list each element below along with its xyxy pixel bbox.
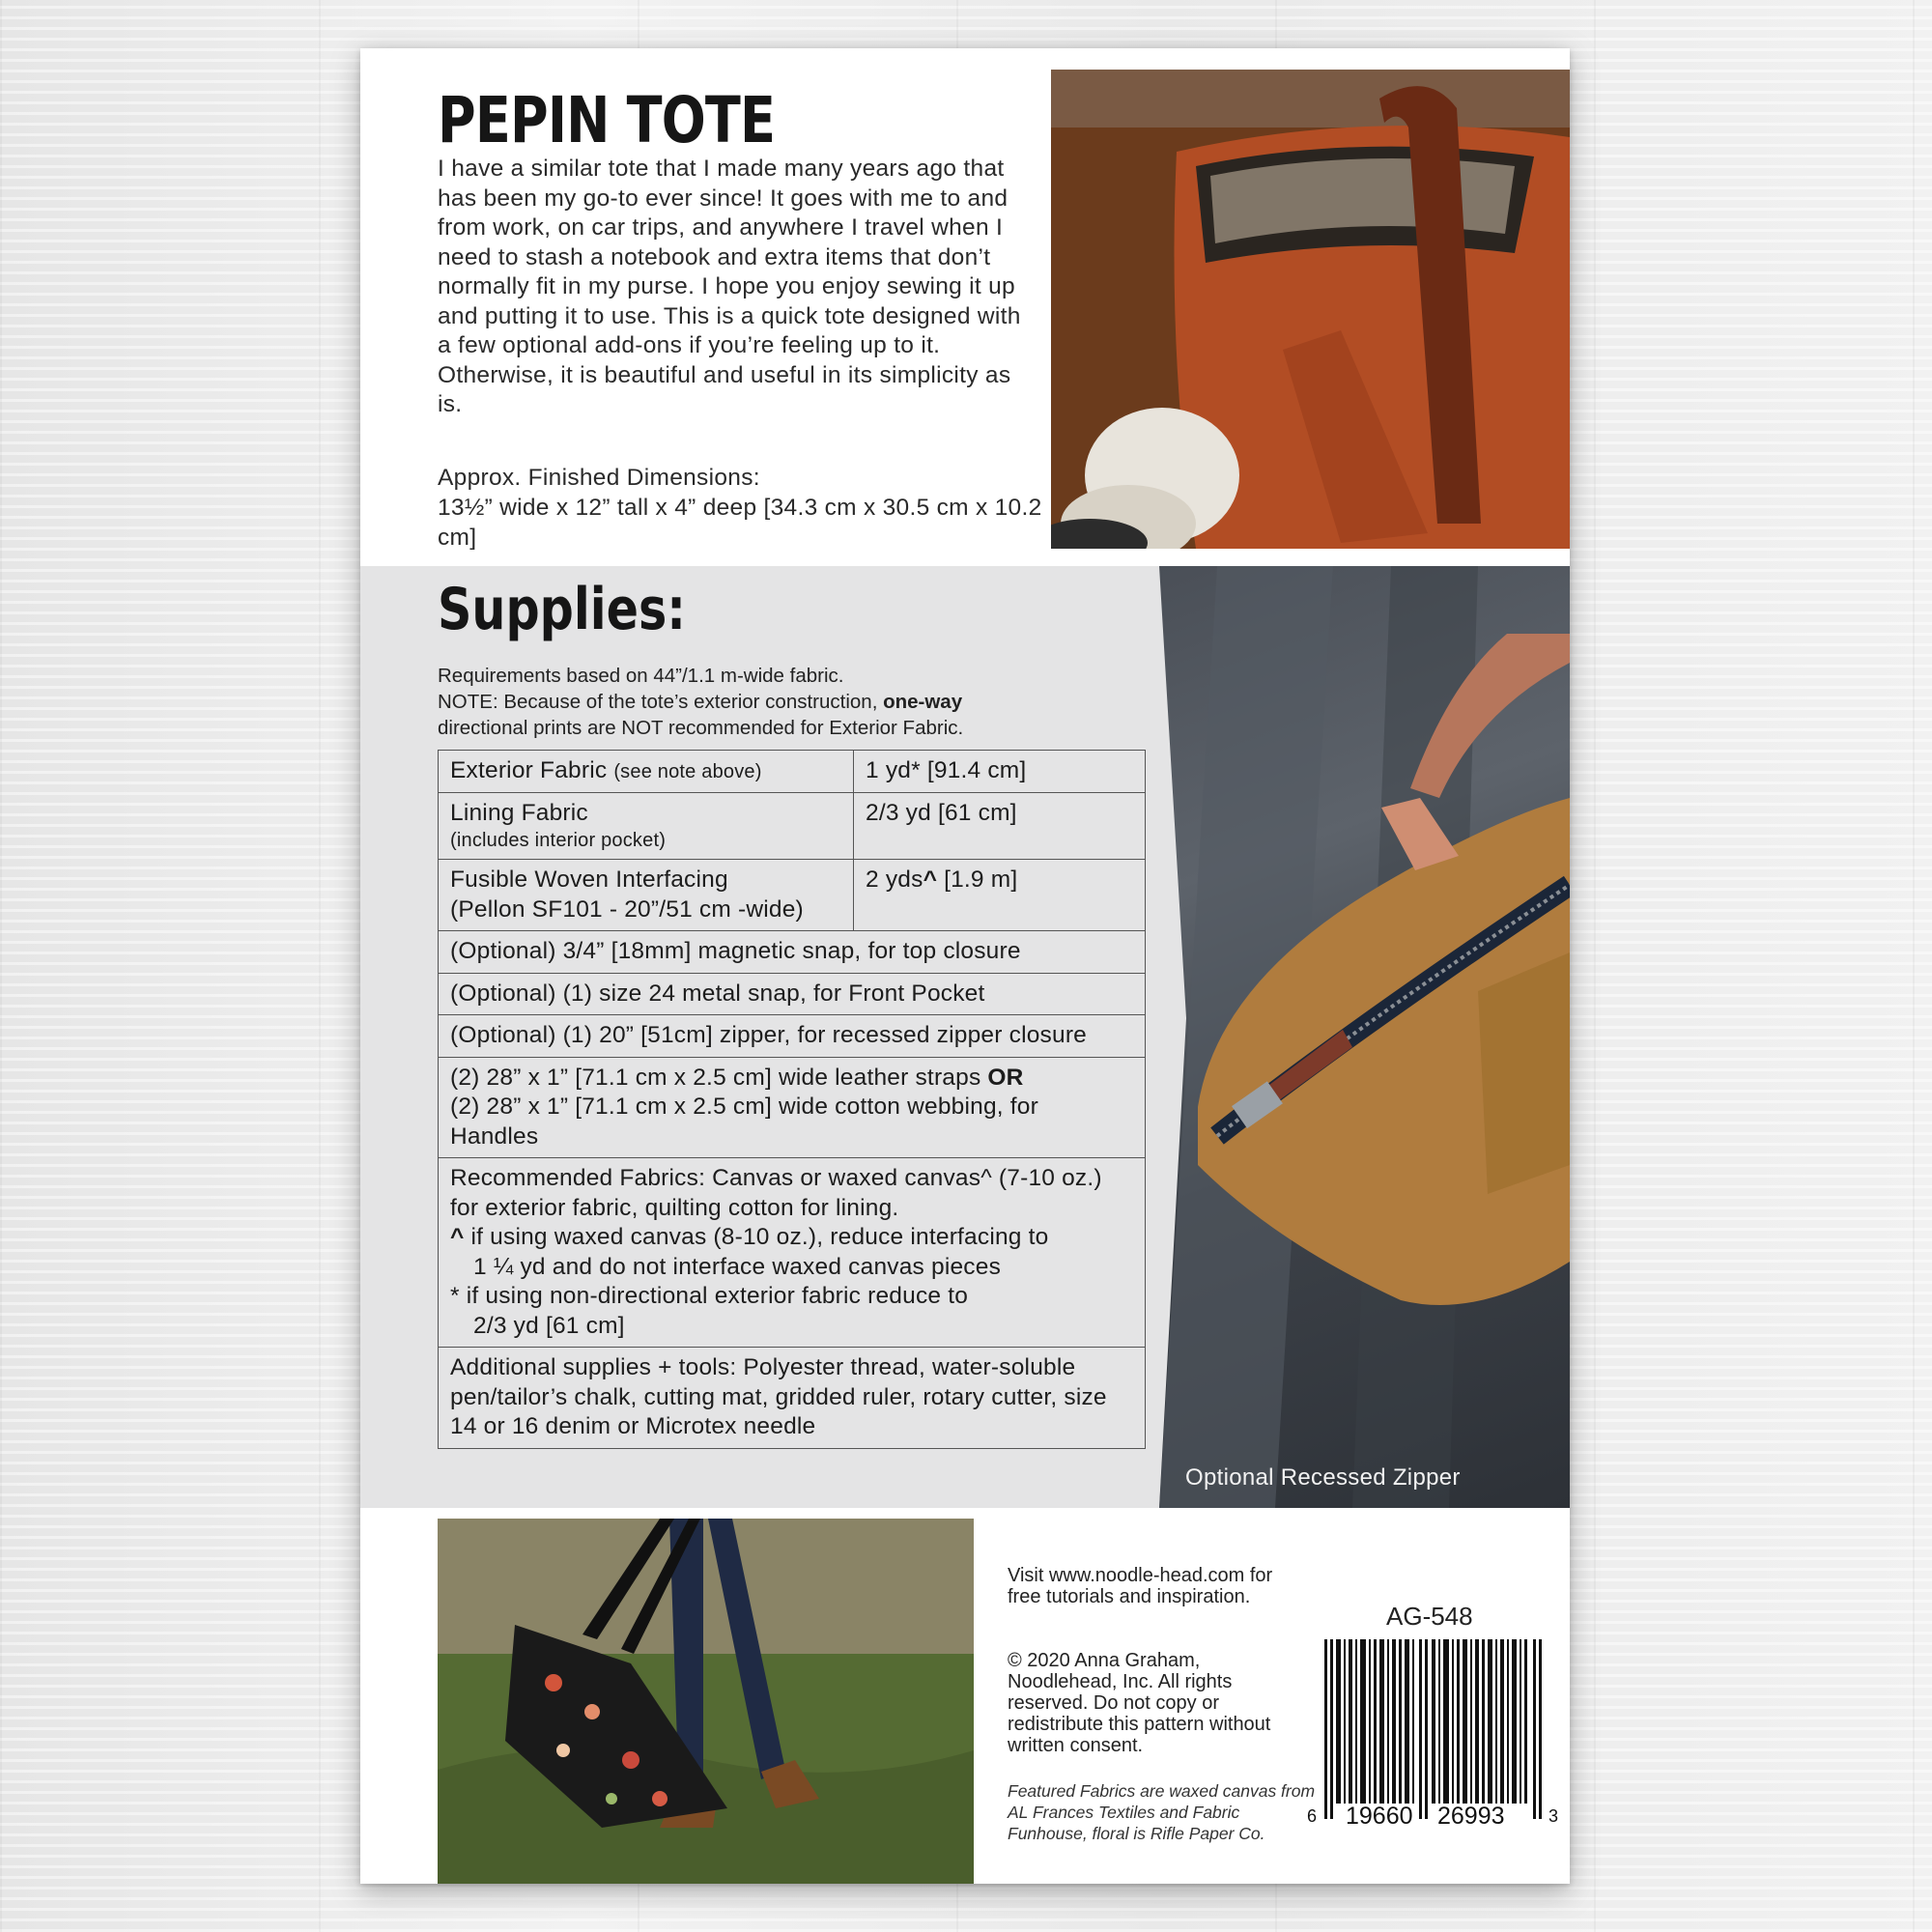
magnetic-snap-row: (Optional) 3/4” [18mm] magnetic snap, for top closure (450, 938, 1021, 964)
waxed-canvas-note-b: 1 ¼ yd and do not interface waxed canvas pieces (473, 1253, 1002, 1280)
barcode-digits (1307, 1803, 1559, 1835)
req-line-2 (438, 689, 1114, 715)
dimensions-value: 13½” wide x 12” tall x 4” deep [34.3 cm x 30.5 cm x 10.2 cm] (438, 495, 1042, 551)
straps-line-1 (450, 1064, 1133, 1094)
non-directional-note-a: * if using non-directional exterior fabric reduce to (450, 1283, 969, 1309)
lining-fabric-label: Lining Fabric (450, 799, 588, 826)
sku-code: AG-548 (1386, 1602, 1473, 1631)
website-note: Visit www.noodle-head.com for free tutorials and inspiration. (1008, 1565, 1273, 1607)
requirements-note (438, 663, 1114, 741)
table-row (439, 973, 1145, 1015)
zipper-row: (Optional) (1) 20” [51cm] zipper, for recessed zipper closure (450, 1022, 1087, 1048)
straps-row (439, 1058, 1145, 1158)
non-directional-note-b: 2/3 yd [61 cm] (473, 1312, 625, 1339)
straps-webbing: (2) 28” x 1” [71.1 cm x 2.5 cm] wide cotton webbing, for Handles (450, 1094, 1038, 1150)
interfacing-qty-b: [1.9 m] (937, 867, 1018, 893)
recommended-fabrics-row (439, 1158, 1145, 1347)
barcode-digit-right: 3 (1548, 1806, 1559, 1826)
intro-paragraph: I have a similar tote that I made many years ago that has been my go-to ever since! It goes with me to and from work, on car trips, and anywhere I travel when I need to stash a notebook and extra items that don’t normally fit in my purse. I hope you enjoy sewing it up and putting it to use. This is a quick tote designed with a few optional add-ons if you’re feeling up to it. Otherwise, it is beautiful and useful in its simplicity as is. (438, 156, 1021, 417)
table-row (439, 930, 1145, 973)
waxed-canvas-note (450, 1223, 1133, 1253)
table-row (439, 792, 1145, 860)
req-line-3: directional prints are NOT recommended for Exterior Fabric. (438, 717, 964, 739)
interfacing-qty-a: 2 yds (866, 867, 923, 893)
table-row (439, 751, 1145, 792)
pattern-title: PEPIN TOTE (438, 83, 776, 157)
lining-fabric-cell (439, 793, 854, 860)
interfacing-label: Fusible Woven Interfacing (450, 867, 728, 893)
exterior-fabric-label: Exterior Fabric (450, 757, 608, 783)
walking-photo-illustration (438, 1519, 974, 1884)
zipper-photo-caption: Optional Recessed Zipper (1185, 1464, 1461, 1491)
walking-photo (438, 1519, 974, 1884)
table-row (439, 1157, 1145, 1347)
supplies-table (438, 750, 1146, 1449)
zipper-photo (1159, 566, 1570, 1508)
req-line-1: Requirements based on 44”/1.1 m-wide fabric. (438, 665, 844, 687)
interfacing-note: (Pellon SF101 - 20”/51 cm -wide) (450, 895, 804, 923)
barcode-group-1: 19660 (1346, 1803, 1413, 1830)
supplies-section (360, 566, 1570, 1508)
lining-fabric-qty: 2/3 yd [61 cm] (866, 799, 1017, 826)
straps-leather: (2) 28” x 1” [71.1 cm x 2.5 cm] wide leather straps (450, 1064, 988, 1091)
exterior-fabric-qty: 1 yd* [91.4 cm] (866, 757, 1027, 783)
copyright-notice: © 2020 Anna Graham, Noodlehead, Inc. All rights reserved. Do not copy or redistribute this pattern without written consent. (1008, 1650, 1271, 1756)
exterior-fabric-cell (439, 751, 854, 792)
req-line-2-bold: one-way (883, 691, 963, 713)
barcode (1324, 1639, 1547, 1819)
exterior-fabric-note: (see note above) (613, 761, 762, 782)
interfacing-qty-caret: ^ (923, 867, 938, 893)
lining-fabric-note: (includes interior pocket) (450, 830, 667, 851)
straps-or: OR (987, 1064, 1024, 1091)
dimensions-label: Approx. Finished Dimensions: (438, 465, 760, 491)
additional-supplies-row: Additional supplies + tools: Polyester thread, water-soluble pen/tailor’s chalk, cutting mat, gridded ruler, rotary cutter, size 14 or 16 denim or Microtex needle (450, 1354, 1107, 1439)
pattern-card (360, 48, 1570, 1884)
waxed-canvas-caret: ^ (450, 1224, 465, 1250)
barcode-group-2: 26993 (1437, 1803, 1505, 1830)
table-row (439, 1014, 1145, 1057)
table-row (439, 859, 1145, 930)
tote-photo-illustration (1051, 70, 1570, 549)
barcode-digit-left: 6 (1307, 1806, 1318, 1826)
interfacing-qty (854, 860, 1145, 930)
waxed-canvas-note-a: if using waxed canvas (8-10 oz.), reduce interfacing to (464, 1224, 1049, 1250)
tote-photo (1051, 70, 1570, 549)
interfacing-cell (439, 860, 854, 930)
recommended-fabrics: Recommended Fabrics: Canvas or waxed canvas^ (7-10 oz.) for exterior fabric, quilting cotton for lining. (450, 1165, 1102, 1221)
featured-fabrics-note: Featured Fabrics are waxed canvas from AL Frances Textiles and Fabric Funhouse, floral is Rifle Paper Co. (1008, 1781, 1316, 1843)
table-row (439, 1057, 1145, 1158)
table-row (439, 1347, 1145, 1448)
supplies-heading: Supplies: (438, 576, 686, 643)
zipper-photo-illustration (1159, 566, 1570, 1508)
req-line-2-text: NOTE: Because of the tote’s exterior construction, (438, 691, 884, 713)
metal-snap-row: (Optional) (1) size 24 metal snap, for Front Pocket (450, 980, 985, 1007)
